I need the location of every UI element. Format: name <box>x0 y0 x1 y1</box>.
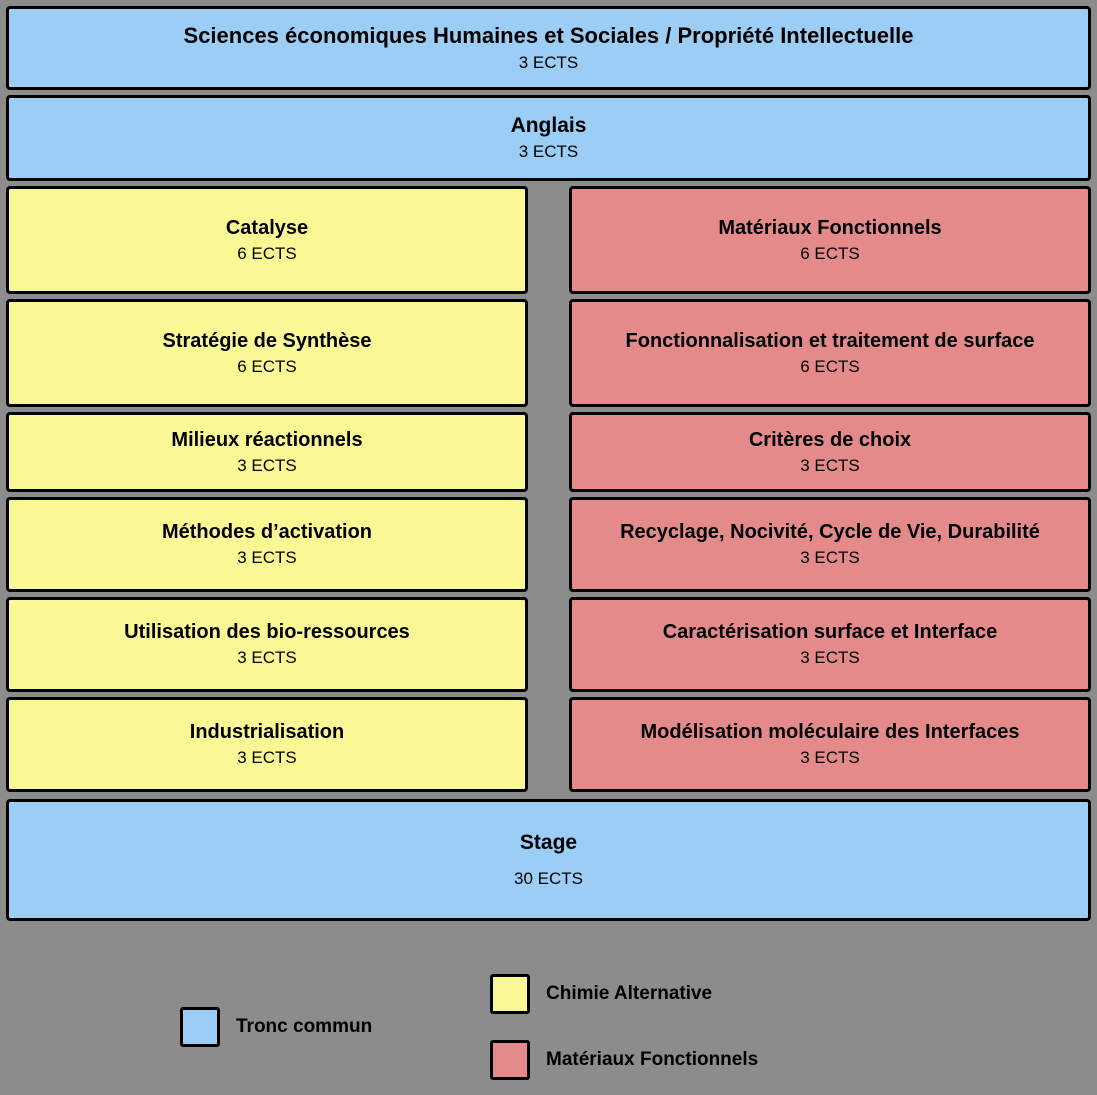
course-box-sciences-economiques <box>6 6 1091 90</box>
legend-swatch-icon <box>490 974 530 1014</box>
course-box-materiaux-fonctionnels <box>569 186 1091 294</box>
legend-label: Tronc commun <box>236 1016 373 1037</box>
legend-label: Matériaux Fonctionnels <box>546 1049 759 1070</box>
course-title: Milieux réactionnels <box>171 428 363 451</box>
course-title: Anglais <box>510 113 587 137</box>
course-title: Caractérisation surface et Interface <box>662 621 998 643</box>
course-ects: 3 ECTS <box>800 455 860 475</box>
course-box-recyclage-nocivite-cycle-de-vie <box>569 497 1091 592</box>
legend-item-chimie-alternative <box>490 974 712 1014</box>
course-box-caracterisation-surface-interface <box>569 597 1091 692</box>
legend-label: Chimie Alternative <box>546 983 713 1004</box>
course-ects: 3 ECTS <box>800 648 860 667</box>
course-title: Sciences économiques Humaines et Sociales / Propriété Intellectuelle <box>183 23 914 49</box>
course-ects: 3 ECTS <box>237 455 297 475</box>
course-box-utilisation-des-bio-ressources <box>6 597 528 692</box>
course-title: Matériaux Fonctionnels <box>718 216 942 239</box>
course-box-criteres-de-choix <box>569 412 1091 492</box>
legend <box>0 962 1097 1095</box>
legend-swatch-icon <box>180 1007 220 1047</box>
course-box-stage <box>6 799 1091 921</box>
course-title: Recyclage, Nocivité, Cycle de Vie, Durabilité <box>620 521 1040 543</box>
course-box-milieux-reactionnels <box>6 412 528 492</box>
course-box-methodes-d-activation <box>6 497 528 592</box>
course-ects: 3 ECTS <box>800 548 860 567</box>
legend-item-tronc-commun <box>180 1007 372 1047</box>
course-box-strategie-de-synthese <box>6 299 528 407</box>
column-chimie-alternative <box>6 186 528 797</box>
course-box-fonctionnalisation-traitement-surface <box>569 299 1091 407</box>
course-ects: 6 ECTS <box>800 356 860 376</box>
course-title: Méthodes d’activation <box>161 521 373 543</box>
course-ects: 3 ECTS <box>518 142 579 162</box>
course-box-industrialisation <box>6 697 528 792</box>
course-title: Critères de choix <box>748 428 912 451</box>
course-box-anglais <box>6 95 1091 181</box>
course-ects: 30 ECTS <box>514 869 583 889</box>
course-box-catalyse <box>6 186 528 294</box>
course-ects: 3 ECTS <box>518 52 579 72</box>
course-title: Fonctionnalisation et traitement de surface <box>625 329 1035 352</box>
course-ects: 3 ECTS <box>800 748 860 767</box>
course-title: Stage <box>519 830 578 854</box>
course-ects: 3 ECTS <box>237 748 297 767</box>
course-columns <box>6 186 1091 797</box>
course-ects: 3 ECTS <box>237 548 297 567</box>
legend-item-materiaux-fonctionnels <box>490 1040 758 1080</box>
course-title: Industrialisation <box>189 721 345 743</box>
course-title: Catalyse <box>225 216 309 239</box>
legend-swatch-icon <box>490 1040 530 1080</box>
course-ects: 6 ECTS <box>237 356 297 376</box>
course-ects: 6 ECTS <box>237 243 297 263</box>
course-box-modelisation-moleculaire-interfaces <box>569 697 1091 792</box>
course-title: Stratégie de Synthèse <box>162 329 372 352</box>
course-title: Utilisation des bio-ressources <box>124 621 410 643</box>
course-ects: 6 ECTS <box>800 243 860 263</box>
course-ects: 3 ECTS <box>237 648 297 667</box>
course-title: Modélisation moléculaire des Interfaces <box>640 721 1020 743</box>
column-materiaux-fonctionnels <box>569 186 1091 797</box>
